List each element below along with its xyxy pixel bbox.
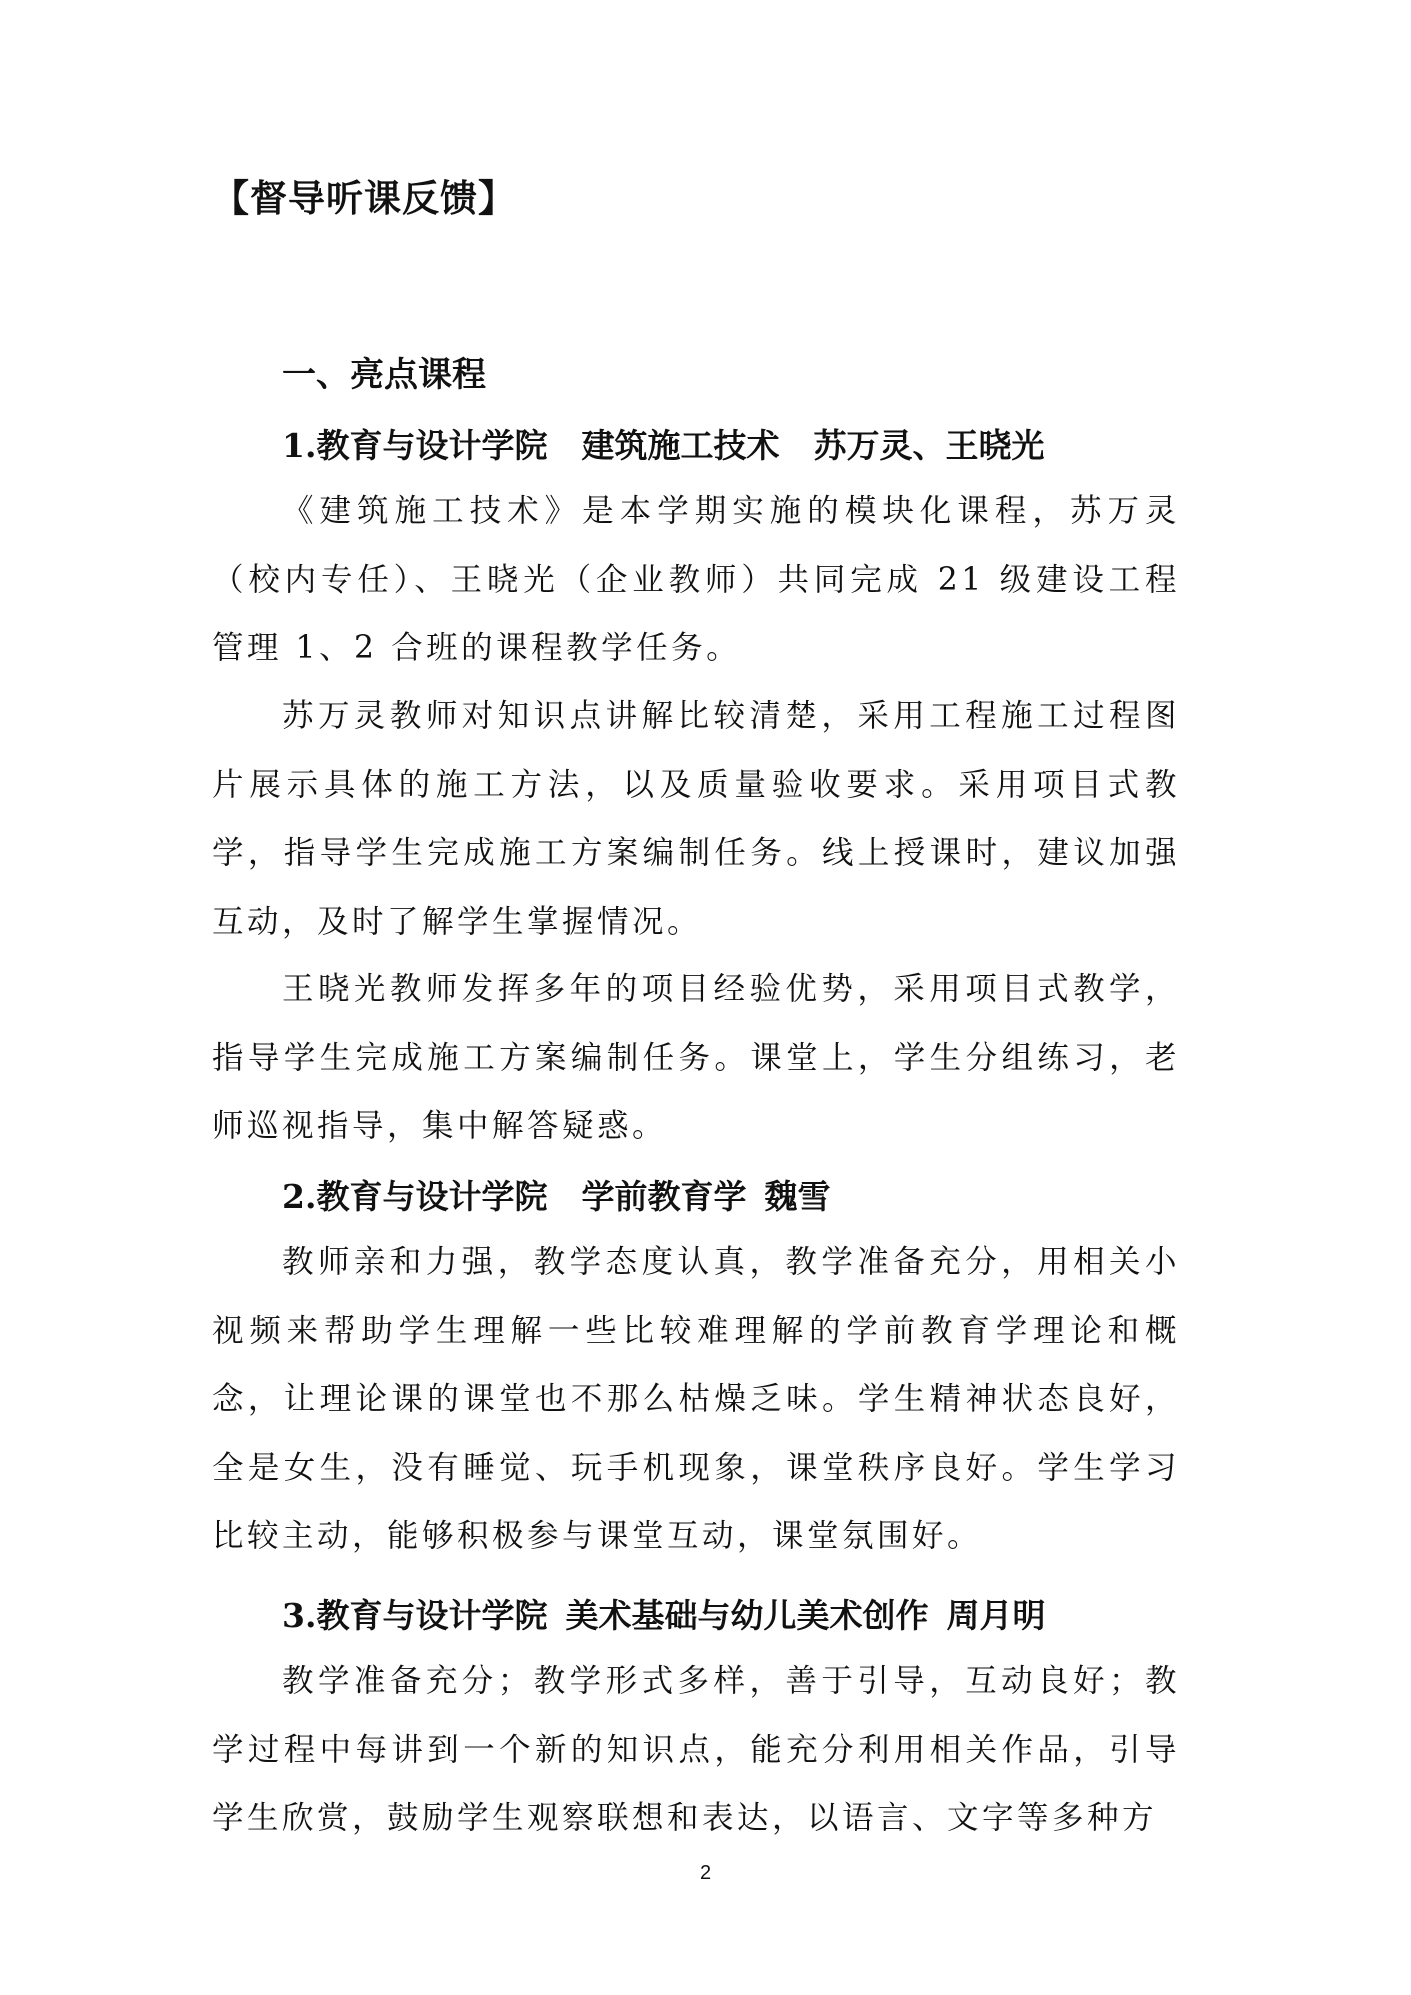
page-title: 【督导听课反馈】 [212, 176, 516, 220]
course-number: 2. [282, 1177, 317, 1216]
section-heading-highlight-courses: 一、亮点课程 [282, 355, 486, 395]
course-2-paragraph-1: 教师亲和力强，教学态度认真，教学准备充分，用相关小视频来帮助学生理解一些比较难理解的学前教育学理论和概念，让理论课的课堂也不那么枯燥乏味。学生精神状态良好，全是女生，没有睡觉、玩手机现象，课堂秩序良好。学生学习比较主动，能够积极参与课堂互动，课堂氛围好。 [212, 1244, 1180, 1554]
course-college: 教育与设计学院 [316, 1596, 548, 1635]
course-teacher: 周月明 [946, 1596, 1046, 1635]
course-number: 1. [282, 426, 317, 465]
course-heading-1 [282, 420, 1044, 467]
course-1-paragraph-2: 苏万灵教师对知识点讲解比较清楚，采用工程施工过程图片展示具体的施工方法，以及质量验收要求。采用项目式教学，指导学生完成施工方案编制任务。线上授课时，建议加强互动，及时了解学生掌握情况。 [212, 698, 1180, 940]
course-teacher: 苏万灵、王晓光 [813, 426, 1045, 465]
course-college: 教育与设计学院 [316, 1177, 548, 1216]
course-heading-2 [282, 1171, 830, 1218]
course-teacher: 魏雪 [764, 1177, 831, 1216]
course-number: 3. [282, 1596, 317, 1635]
course-title: 学前教育学 [581, 1177, 747, 1216]
course-1-paragraph-1: 《建筑施工技术》是本学期实施的模块化课程，苏万灵（校内专任）、王晓光（企业教师）共同完成 21 级建设工程管理 1、2 合班的课程教学任务。 [212, 493, 1180, 666]
course-title: 美术基础与幼儿美术创作 [565, 1596, 929, 1635]
page-number: 2 [699, 1862, 712, 1884]
course-title: 建筑施工技术 [581, 426, 780, 465]
course-heading-3 [282, 1590, 1045, 1637]
course-3-paragraph-1: 教学准备充分；教学形式多样，善于引导，互动良好；教学过程中每讲到一个新的知识点，能充分利用相关作品，引导学生欣赏，鼓励学生观察联想和表达，以语言、文字等多种方 [212, 1663, 1180, 1836]
course-college: 教育与设计学院 [316, 426, 548, 465]
course-1-paragraph-3: 王晓光教师发挥多年的项目经验优势，采用项目式教学，指导学生完成施工方案编制任务。课堂上，学生分组练习，老师巡视指导，集中解答疑惑。 [212, 971, 1180, 1144]
